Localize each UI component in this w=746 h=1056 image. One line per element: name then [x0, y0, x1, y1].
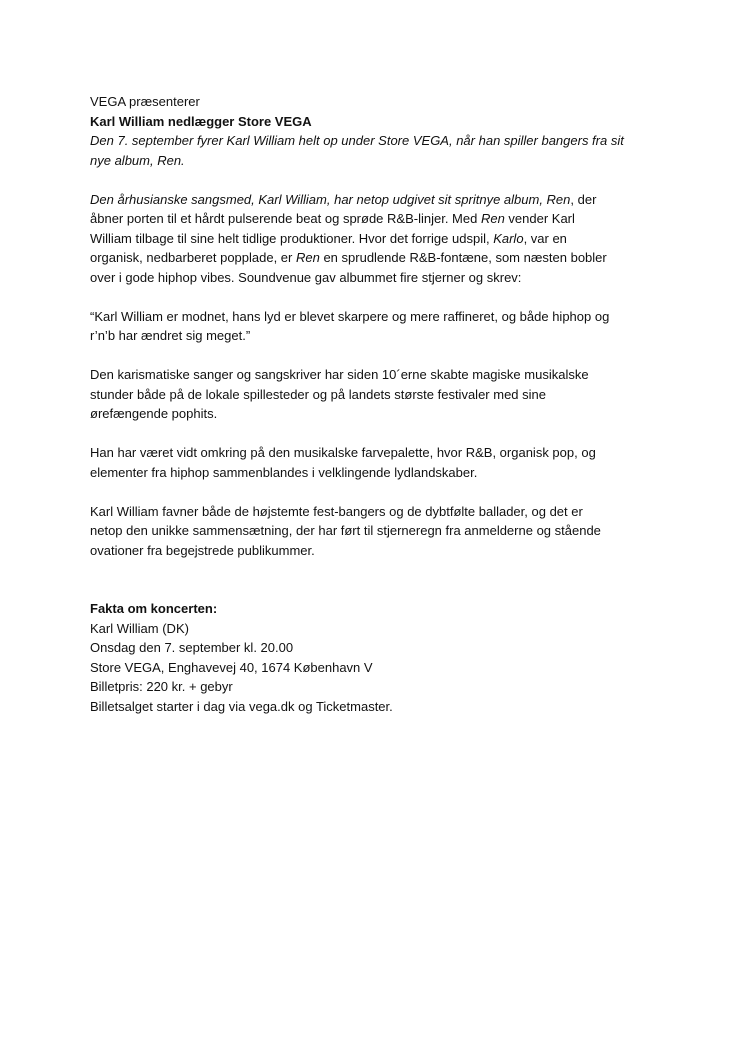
body-p4-line-2: netop den unikke sammensætning, der har ført til stjerneregn fra anmelderne og stående	[90, 523, 601, 538]
p1-text: , der	[570, 191, 597, 207]
spacer	[90, 170, 660, 190]
spacer	[90, 560, 660, 599]
spacer	[90, 424, 660, 444]
body-p4-line-3: ovationer fra begejstrede publikummer.	[90, 542, 315, 558]
body-p1-line-1	[90, 190, 660, 210]
spacer	[90, 346, 660, 366]
p1-text: , var en	[523, 230, 567, 246]
body-p1-line-5: over i gode hiphop vibes. Soundvenue gav albummet fire stjerner og skrev:	[90, 269, 522, 285]
facts-item-tickets: Billetsalget starter i dag via vega.dk og Ticketmaster.	[90, 698, 393, 714]
headline: Karl William nedlægger Store VEGA	[90, 113, 312, 129]
p1-text: organisk, nedbarberet popplade, er	[90, 250, 296, 265]
lead-line-1: Den 7. september fyrer Karl William helt op under Store VEGA, når han spiller bangers fra sit	[90, 133, 624, 148]
spacer	[90, 482, 660, 502]
body-p2-line-3: ørefængende pophits.	[90, 406, 218, 421]
facts-item-price: Billetpris: 220 kr. + gebyr	[90, 679, 233, 694]
album-title-ren: Ren	[295, 250, 320, 265]
press-release	[90, 92, 660, 716]
body-p2-line-2: stunder både på de lokale spillesteder og på landets største festivaler med sine	[90, 386, 546, 402]
album-title-ren: Ren	[480, 211, 505, 226]
facts-item-artist: Karl William (DK)	[90, 620, 189, 636]
p1-text: vender Karl	[504, 211, 575, 226]
album-title-karlo: Karlo	[493, 230, 524, 246]
quote-line-1: “Karl William er modnet, hans lyd er blevet skarpere og mere raffineret, og både hiphop og	[90, 308, 610, 324]
body-p2-line-1: Den karismatiske sanger og sangskriver har siden 10´erne skabte magiske musikalske	[90, 367, 589, 382]
p1-text: en sprudlende R&B-fontæne, som næsten bobler	[319, 250, 607, 265]
body-p1-line-4	[90, 248, 660, 268]
body-p3-line-2: elementer fra hiphop sammenblandes i velklingende lydlandskaber.	[90, 464, 478, 480]
facts-title: Fakta om koncerten:	[90, 601, 218, 616]
body-p3-line-1: Han har været vidt omkring på den musikalske farvepalette, hvor R&B, organisk pop, og	[90, 445, 596, 460]
facts-item-venue: Store VEGA, Enghavevej 40, 1674 København V	[90, 659, 373, 675]
p1-text: åbner porten til et hårdt pulserende beat og sprøde R&B-linjer. Med	[90, 211, 481, 226]
body-p4-line-1: Karl William favner både de højstemte fest-bangers og de dybtfølte ballader, og det er	[90, 503, 583, 519]
spacer	[90, 287, 660, 307]
lead-line-2: nye album, Ren.	[90, 152, 185, 168]
body-p1-line-3	[90, 229, 660, 249]
p1-text: William tilbage til sine helt tidlige produktioner. Hvor det forrige udspil,	[90, 230, 494, 246]
facts-item-date: Onsdag den 7. september kl. 20.00	[90, 640, 294, 655]
p1-italic-intro: Den århusianske sangsmed, Karl William, har netop udgivet sit spritnye album, Ren	[90, 191, 571, 207]
body-p1-line-2	[90, 209, 660, 229]
presenter-line: VEGA præsenterer	[90, 94, 200, 109]
quote-line-2: r’n’b har ændret sig meget.”	[90, 328, 251, 343]
